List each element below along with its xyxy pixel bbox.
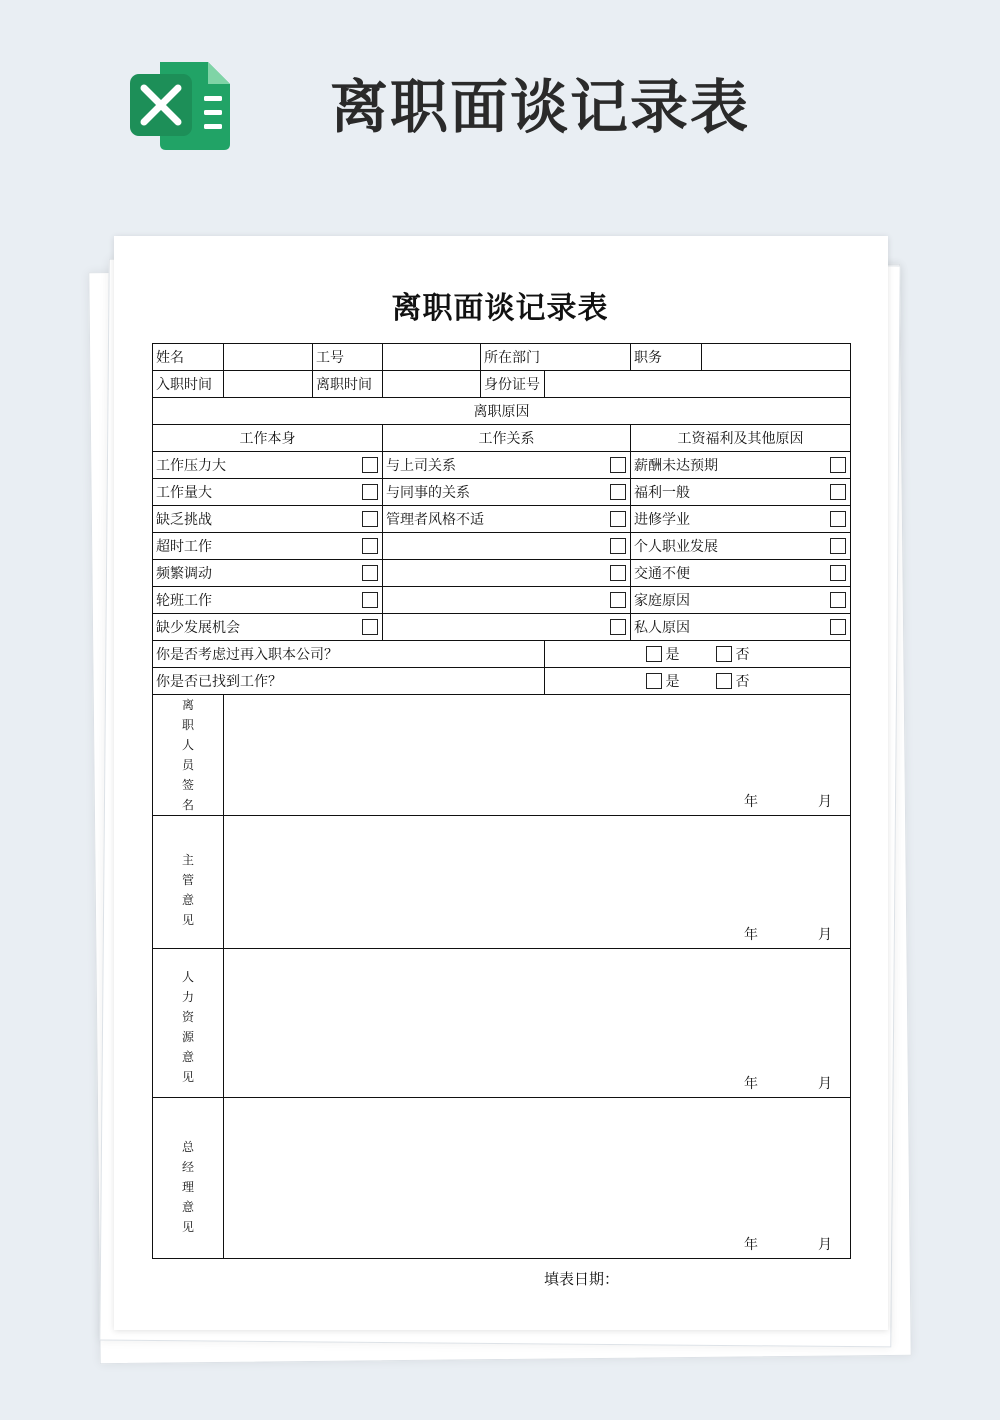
reason-label: 工作量大 xyxy=(156,485,212,501)
reason-checkbox[interactable] xyxy=(830,484,846,500)
reason-label: 家庭原因 xyxy=(634,593,690,609)
reason-checkbox[interactable] xyxy=(610,457,626,473)
reason-checkbox[interactable] xyxy=(830,619,846,635)
reason-checkbox[interactable] xyxy=(362,484,378,500)
reason-checkbox[interactable] xyxy=(362,592,378,608)
reason-label: 进修学业 xyxy=(634,512,690,528)
signature-row xyxy=(153,1098,851,1259)
signature-area-supervisor[interactable] xyxy=(224,816,851,949)
year-label: 年 xyxy=(744,794,758,810)
employee-id-field[interactable] xyxy=(383,344,481,371)
reason-row xyxy=(153,479,851,506)
question-new-job: 你是否已找到工作？ xyxy=(153,668,545,695)
no-label: 否 xyxy=(735,674,750,690)
header-row xyxy=(153,371,851,398)
signature-label-hr: 人 力 资 源 意 见 xyxy=(153,949,224,1098)
month-label: 月 xyxy=(818,1237,832,1253)
reason-label: 缺少发展机会 xyxy=(156,620,240,636)
month-label: 月 xyxy=(818,1076,832,1092)
id-number-field[interactable] xyxy=(545,371,851,398)
reason-checkbox[interactable] xyxy=(362,457,378,473)
reason-label: 私人原因 xyxy=(634,620,690,636)
reason-label: 与同事的关系 xyxy=(386,485,470,501)
reason-row xyxy=(153,587,851,614)
hire-date-field[interactable] xyxy=(224,371,313,398)
reason-checkbox[interactable] xyxy=(830,565,846,581)
reason-checkbox[interactable] xyxy=(610,484,626,500)
reason-row xyxy=(153,533,851,560)
excel-icon xyxy=(130,58,234,152)
department-label: 所在部门 xyxy=(481,344,631,371)
page-title: 离职面谈记录表 xyxy=(330,73,751,141)
position-field[interactable] xyxy=(702,344,851,371)
name-field[interactable] xyxy=(224,344,313,371)
reason-checkbox[interactable] xyxy=(830,511,846,527)
reason-label: 轮班工作 xyxy=(156,593,212,609)
month-label: 月 xyxy=(818,927,832,943)
id-number-label: 身份证号 xyxy=(481,371,545,398)
reason-checkbox[interactable] xyxy=(362,538,378,554)
signature-row xyxy=(153,816,851,949)
reason-label: 薪酬未达预期 xyxy=(634,458,718,474)
category-row xyxy=(153,425,851,452)
question-row xyxy=(153,641,851,668)
reason-section-title: 离职原因 xyxy=(153,398,851,425)
signature-area-hr[interactable] xyxy=(224,949,851,1098)
signature-label-supervisor: 主 管 意 见 xyxy=(153,816,224,949)
fill-date-label: 填表日期： xyxy=(544,1270,620,1288)
yes-checkbox[interactable] xyxy=(646,646,662,662)
question-rehire: 你是否考虑过再入职本公司？ xyxy=(153,641,545,668)
category-relations: 工作关系 xyxy=(383,425,631,452)
hire-date-label: 入职时间 xyxy=(153,371,224,398)
reason-checkbox[interactable] xyxy=(610,538,626,554)
signature-area-gm[interactable] xyxy=(224,1098,851,1259)
reason-label: 与上司关系 xyxy=(386,458,456,474)
signature-label-employee: 离 职 人 员 签 名 xyxy=(153,695,224,816)
reason-label: 管理者风格不适 xyxy=(386,512,484,528)
yes-checkbox[interactable] xyxy=(646,673,662,689)
reason-checkbox[interactable] xyxy=(362,565,378,581)
signature-row xyxy=(153,949,851,1098)
reason-row xyxy=(153,560,851,587)
reason-label: 福利一般 xyxy=(634,485,690,501)
resignation-form-table xyxy=(152,343,851,1259)
reason-label: 超时工作 xyxy=(156,539,212,555)
reason-label: 缺乏挑战 xyxy=(156,512,212,528)
employee-id-label: 工号 xyxy=(313,344,383,371)
reason-checkbox[interactable] xyxy=(610,565,626,581)
page-header xyxy=(0,0,1000,220)
reason-checkbox[interactable] xyxy=(610,511,626,527)
reason-label: 个人职业发展 xyxy=(634,539,718,555)
month-label: 月 xyxy=(818,794,832,810)
no-checkbox[interactable] xyxy=(716,646,732,662)
reason-row xyxy=(153,506,851,533)
reason-checkbox[interactable] xyxy=(830,592,846,608)
reason-row xyxy=(153,614,851,641)
leave-date-label: 离职时间 xyxy=(313,371,383,398)
leave-date-field[interactable] xyxy=(383,371,481,398)
yes-label: 是 xyxy=(665,647,680,663)
reason-checkbox[interactable] xyxy=(830,457,846,473)
header-row xyxy=(153,344,851,371)
year-label: 年 xyxy=(744,1076,758,1092)
question-row xyxy=(153,668,851,695)
no-checkbox[interactable] xyxy=(716,673,732,689)
reason-checkbox[interactable] xyxy=(830,538,846,554)
reason-checkbox[interactable] xyxy=(362,619,378,635)
reason-checkbox[interactable] xyxy=(610,592,626,608)
year-label: 年 xyxy=(744,1237,758,1253)
signature-label-gm: 总 经 理 意 见 xyxy=(153,1098,224,1259)
signature-area-employee[interactable] xyxy=(224,695,851,816)
reason-checkbox[interactable] xyxy=(610,619,626,635)
reason-checkbox[interactable] xyxy=(362,511,378,527)
reason-label: 工作压力大 xyxy=(156,458,226,474)
reason-label: 频繁调动 xyxy=(156,566,212,582)
reason-label: 交通不便 xyxy=(634,566,690,582)
name-label: 姓名 xyxy=(153,344,224,371)
no-label: 否 xyxy=(735,647,750,663)
form-title: 离职面谈记录表 xyxy=(391,291,609,326)
category-work: 工作本身 xyxy=(153,425,383,452)
year-label: 年 xyxy=(744,927,758,943)
yes-label: 是 xyxy=(665,674,680,690)
category-benefits: 工资福利及其他原因 xyxy=(631,425,851,452)
position-label: 职务 xyxy=(631,344,702,371)
signature-row xyxy=(153,695,851,816)
reason-row xyxy=(153,452,851,479)
